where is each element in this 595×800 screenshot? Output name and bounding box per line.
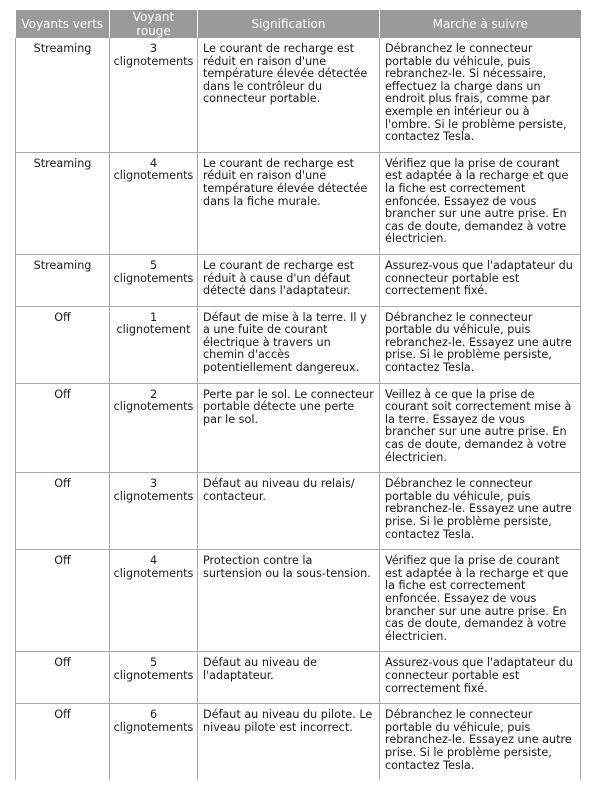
meaning-cell: Le courant de recharge est réduit en raison d'une température élevée détectée dans le contrôleur du connecteur portable.: [198, 38, 380, 152]
table-row: [16, 383, 581, 473]
action-cell: Vérifiez que la prise de courant est adaptée à la recharge et que la fiche est correctement enfoncée. Essayez de vous brancher sur une autre prise. En cas de doute, demandez à votre électricien.: [380, 550, 581, 652]
action-cell: Assurez-vous que l'adaptateur du connecteur portable est correctement fixé.: [380, 254, 581, 306]
red-light-cell: 4 clignotements: [110, 152, 198, 254]
meaning-cell: Protection contre la surtension ou la sous-tension.: [198, 550, 380, 652]
table-row: [16, 152, 581, 254]
green-light-cell: Streaming: [16, 38, 110, 152]
red-light-cell: 3 clignotements: [110, 38, 198, 152]
green-light-cell: Off: [16, 473, 110, 550]
meaning-cell: Perte par le sol. Le connecteur portable détecte une perte par le sol.: [198, 383, 380, 473]
red-light-cell: 5 clignotements: [110, 254, 198, 306]
action-cell: Veillez à ce que la prise de courant soit correctement mise à la terre. Essayez de vous brancher sur une autre prise. En cas de doute, demandez à votre électricien.: [380, 383, 581, 473]
table-header-row: [16, 10, 581, 38]
header-green-lights: Voyants verts: [16, 10, 110, 38]
red-light-cell: 1 clignotement: [110, 306, 198, 383]
red-light-cell: 3 clignotements: [110, 473, 198, 550]
meaning-cell: Défaut au niveau du relais/ contacteur.: [198, 473, 380, 550]
green-light-cell: Off: [16, 550, 110, 652]
table-row: [16, 550, 581, 652]
header-action: Marche à suivre: [380, 10, 581, 38]
meaning-cell: Le courant de recharge est réduit à cause d'un défaut détecté dans l'adaptateur.: [198, 254, 380, 306]
meaning-cell: Défaut au niveau de l'adaptateur.: [198, 652, 380, 704]
charging-status-table: [15, 10, 581, 780]
header-meaning: Signification: [198, 10, 380, 38]
table-row: [16, 473, 581, 550]
red-light-cell: 5 clignotements: [110, 652, 198, 704]
green-light-cell: Off: [16, 383, 110, 473]
table-row: [16, 254, 581, 306]
green-light-cell: Off: [16, 652, 110, 704]
green-light-cell: Streaming: [16, 254, 110, 306]
action-cell: Assurez-vous que l'adaptateur du connecteur portable est correctement fixé.: [380, 652, 581, 704]
action-cell: Vérifiez que la prise de courant est adaptée à la recharge et que la fiche est correctement enfoncée. Essayez de vous brancher sur une autre prise. En cas de doute, demandez à votre électricien.: [380, 152, 581, 254]
green-light-cell: Streaming: [16, 152, 110, 254]
green-light-cell: Off: [16, 306, 110, 383]
action-cell: Débranchez le connecteur portable du véhicule, puis rebranchez-le. Essayez une autre prise. Si le problème persiste, contactez Tesla.: [380, 306, 581, 383]
meaning-cell: Défaut de mise à la terre. Il y a une fuite de courant électrique à travers un chemin d'accès potentiellement dangereux.: [198, 306, 380, 383]
action-cell: Débranchez le connecteur portable du véhicule, puis rebranchez-le. Si nécessaire, effectuez la charge dans un endroit plus frais, comme par exemple en intérieur ou à l'ombre. Si le problème persiste, contactez Tesla.: [380, 38, 581, 152]
table-row: [16, 704, 581, 780]
red-light-cell: 6 clignotements: [110, 704, 198, 780]
meaning-cell: Le courant de recharge est réduit en raison d'une température élevée détectée dans la fiche murale.: [198, 152, 380, 254]
red-light-cell: 2 clignotements: [110, 383, 198, 473]
meaning-cell: Défaut au niveau du pilote. Le niveau pilote est incorrect.: [198, 704, 380, 780]
table-row: [16, 38, 581, 152]
header-red-light: Voyant rouge: [110, 10, 198, 38]
action-cell: Débranchez le connecteur portable du véhicule, puis rebranchez-le. Essayez une autre prise. Si le problème persiste, contactez Tesla.: [380, 704, 581, 780]
table-row: [16, 652, 581, 704]
action-cell: Débranchez le connecteur portable du véhicule, puis rebranchez-le. Essayez une autre prise. Si le problème persiste, contactez Tesla.: [380, 473, 581, 550]
green-light-cell: Off: [16, 704, 110, 780]
red-light-cell: 4 clignotements: [110, 550, 198, 652]
table-row: [16, 306, 581, 383]
